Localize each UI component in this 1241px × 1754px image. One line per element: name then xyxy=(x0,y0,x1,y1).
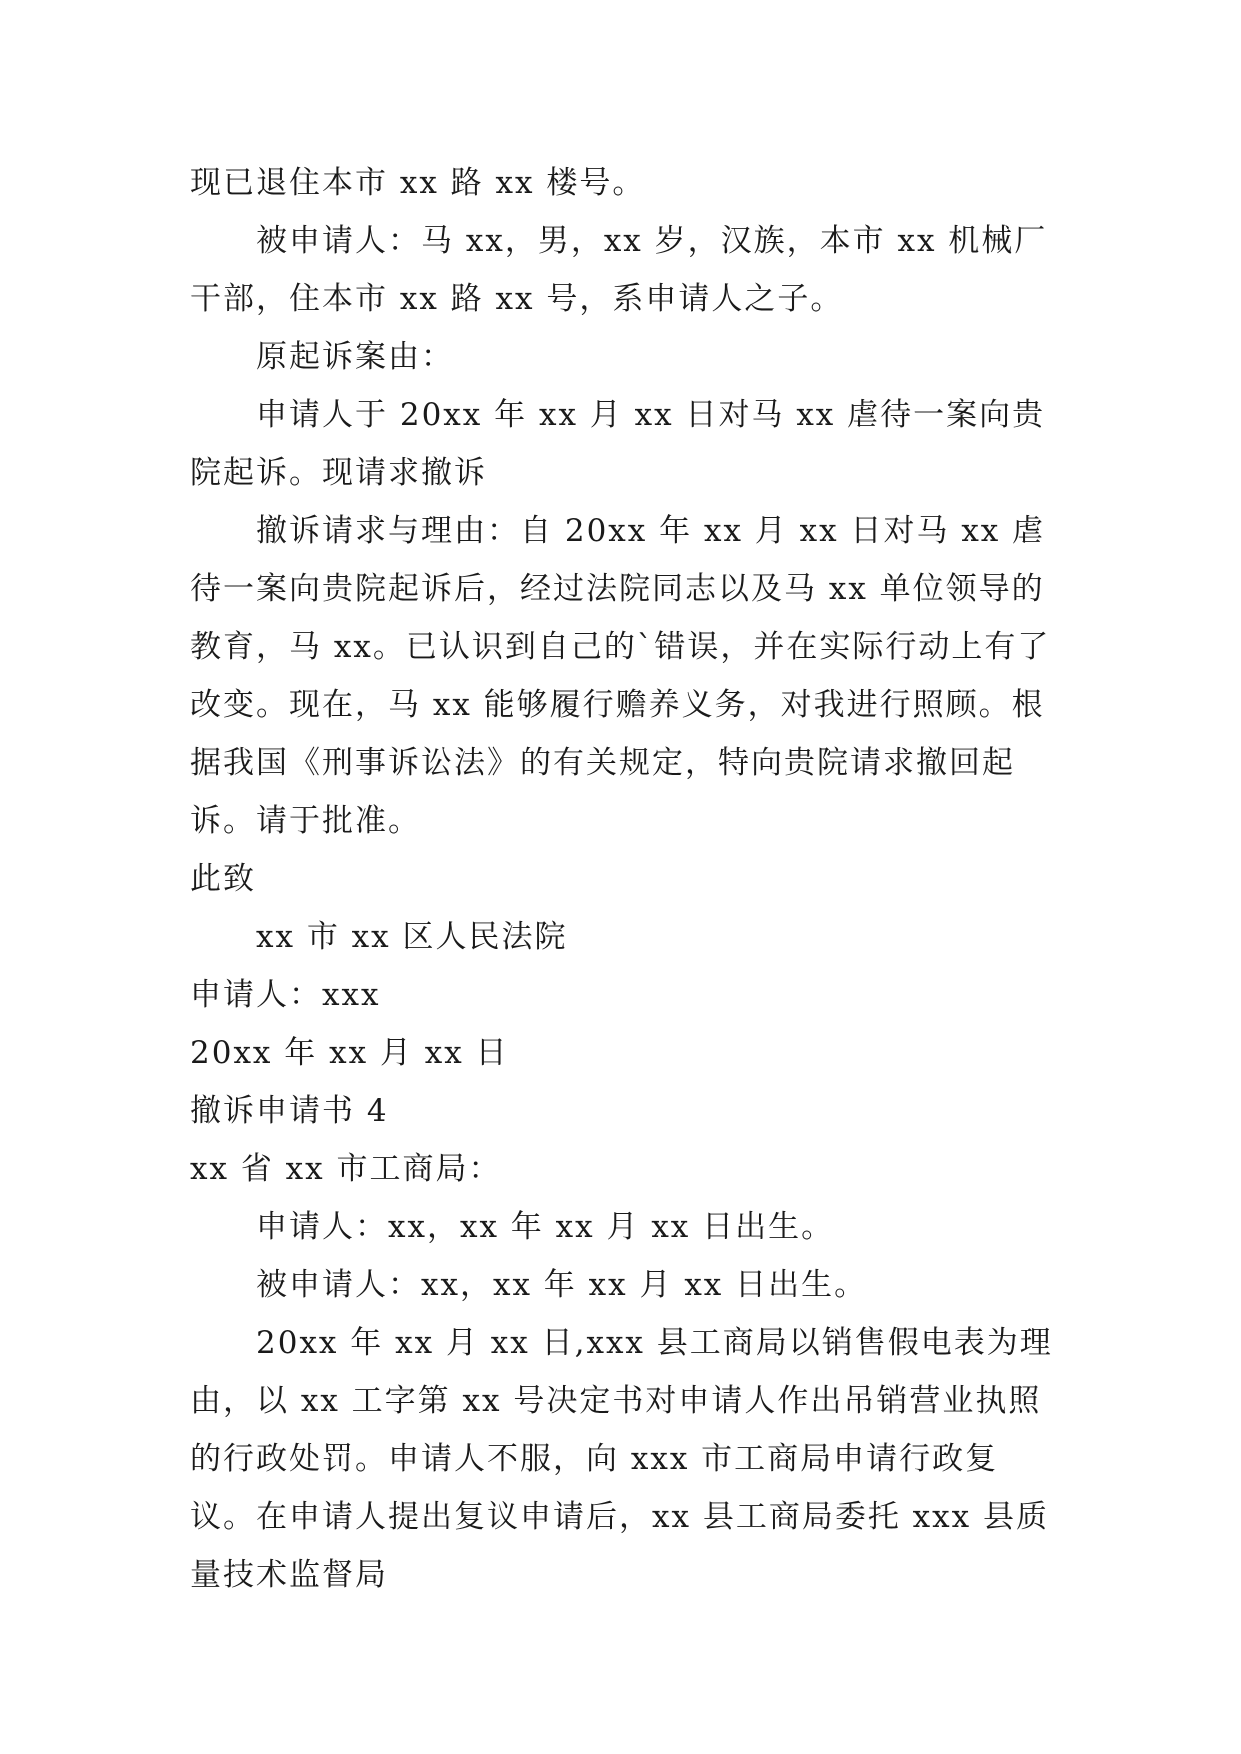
paragraph-applicant: 申请人：xx，xx 年 xx 月 xx 日出生。 xyxy=(256,1209,835,1245)
paragraph-withdrawal-reason: 撤诉请求与理由：自 20xx 年 xx 月 xx 日对马 xx 虐待一案向贵院起诉后，经过法院同志以及马 xx 单位领导的教育，马 xx。已认识到自己的`错误，并在实际行动上有了改变。现在，马 xx 能够履行赡养义务，对我进行照顾。根据我国《刑事诉讼法》的有关规定，特向贵院请求撤回起诉。请于批准。 xyxy=(190,513,1051,839)
section-title: 撤诉申请书 4 xyxy=(190,1093,389,1129)
paragraph-address-continued: 现已退住本市 xx 路 xx 楼号。 xyxy=(190,165,646,201)
paragraph-court-name: xx 市 xx 区人民法院 xyxy=(256,919,568,955)
paragraph-original-cause: 申请人于 20xx 年 xx 月 xx 日对马 xx 虐待一案向贵院起诉。现请求撤诉 xyxy=(190,397,1046,491)
paragraph-facts: 20xx 年 xx 月 xx 日,xxx 县工商局以销售假电表为理由，以 xx 工字第 xx 号决定书对申请人作出吊销营业执照的行政处罚。申请人不服，向 xxx 市工商局申请行政复议。在申请人提出复议申请后，xx 县工商局委托 xxx 县质量技术监督局 xyxy=(190,1325,1053,1593)
paragraph-original-cause-heading: 原起诉案由： xyxy=(256,339,454,375)
paragraph-salutation: 此致 xyxy=(190,861,256,897)
paragraph-respondent: 被申请人：马 xx，男，xx 岁，汉族，本市 xx 机械厂干部，住本市 xx 路 xx 号，系申请人之子。 xyxy=(190,223,1048,317)
paragraph-applicant-signature: 申请人：xxx xyxy=(190,977,381,1013)
paragraph-signature-date: 20xx 年 xx 月 xx 日 xyxy=(190,1035,509,1071)
paragraph-respondent-2: 被申请人：xx，xx 年 xx 月 xx 日出生。 xyxy=(256,1267,868,1303)
paragraph-recipient: xx 省 xx 市工商局： xyxy=(190,1151,502,1187)
document-body xyxy=(190,154,1060,1604)
